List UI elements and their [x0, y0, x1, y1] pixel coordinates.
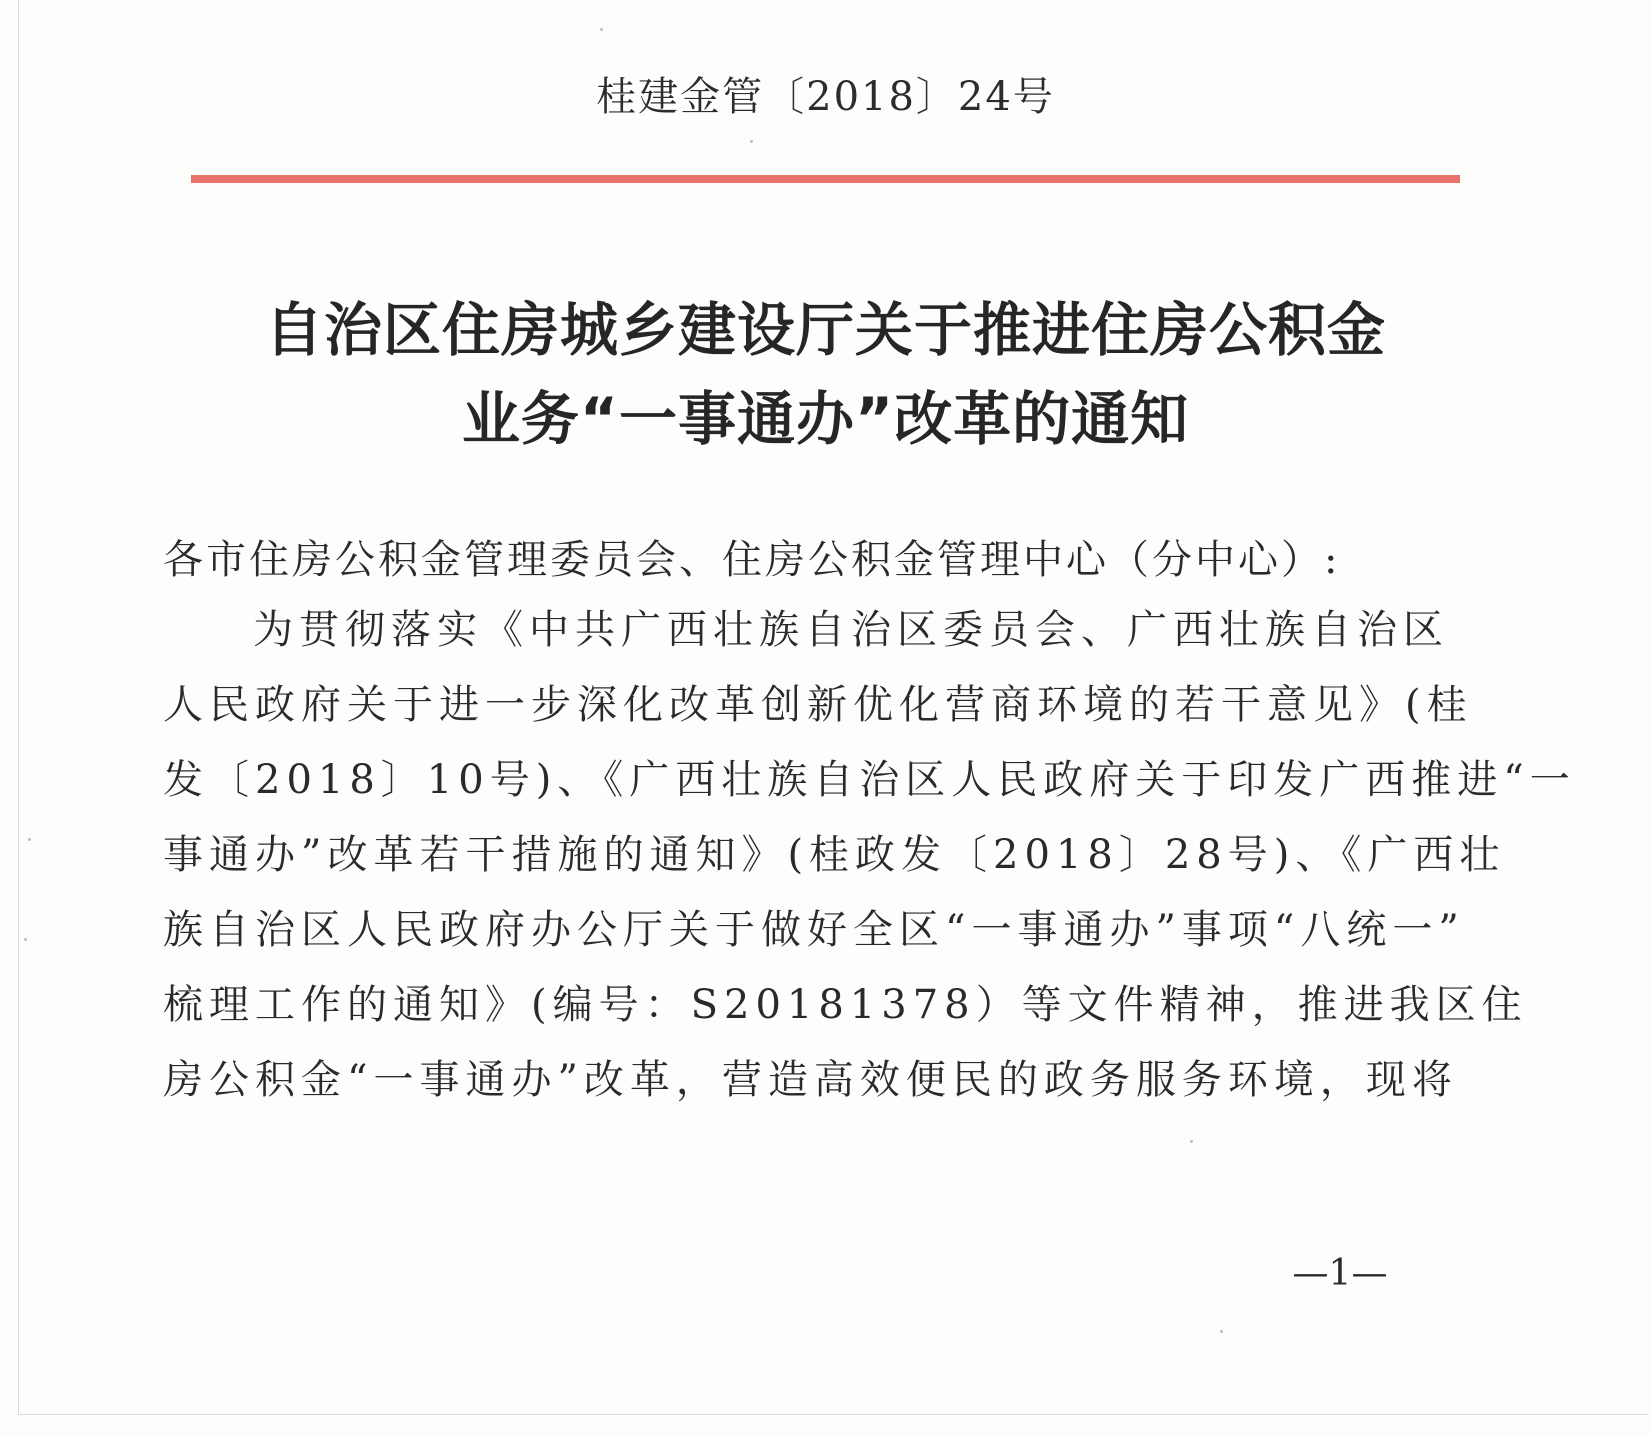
- title-line-1: 自治区住房城乡建设厅关于推进住房公积金: [264, 296, 1386, 364]
- body-line: 房公积金“一事通办”改革，营造高效便民的政务服务环境，现将: [163, 1057, 1458, 1103]
- body-line: 梳理工作的通知》(编号：S20181378）等文件精神，推进我区住: [163, 982, 1528, 1028]
- page-number: —1—: [1292, 1253, 1388, 1294]
- scan-speck: [24, 938, 27, 941]
- body-line: 族自治区人民政府办公厅关于做好全区“一事通办”事项“八统一”: [163, 907, 1465, 953]
- scan-speck: [600, 28, 603, 31]
- scan-speck: [28, 838, 31, 841]
- scan-speck: [1220, 1330, 1223, 1333]
- body-line: 人民政府关于进一步深化改革创新优化营商环境的若干意见》(桂: [163, 682, 1473, 728]
- document-number: 桂建金管〔2018〕24号: [596, 74, 1055, 120]
- title-line-2: 业务“一事通办”改革的通知: [461, 385, 1190, 453]
- scan-speck: [750, 140, 753, 143]
- scan-speck: [1190, 1140, 1193, 1143]
- addressee-line: 各市住房公积金管理委员会、住房公积金管理中心（分中心）:: [163, 537, 1341, 583]
- body-line: 事通办”改革若干措施的通知》(桂政发〔2018〕28号)、《广西壮: [163, 832, 1506, 878]
- body-line: 为贯彻落实《中共广西壮族自治区委员会、广西壮族自治区: [253, 607, 1449, 653]
- body-line: 发〔2018〕10号)、《广西壮族自治区人民政府关于印发广西推进“一: [163, 757, 1576, 803]
- red-header-rule: [191, 175, 1460, 183]
